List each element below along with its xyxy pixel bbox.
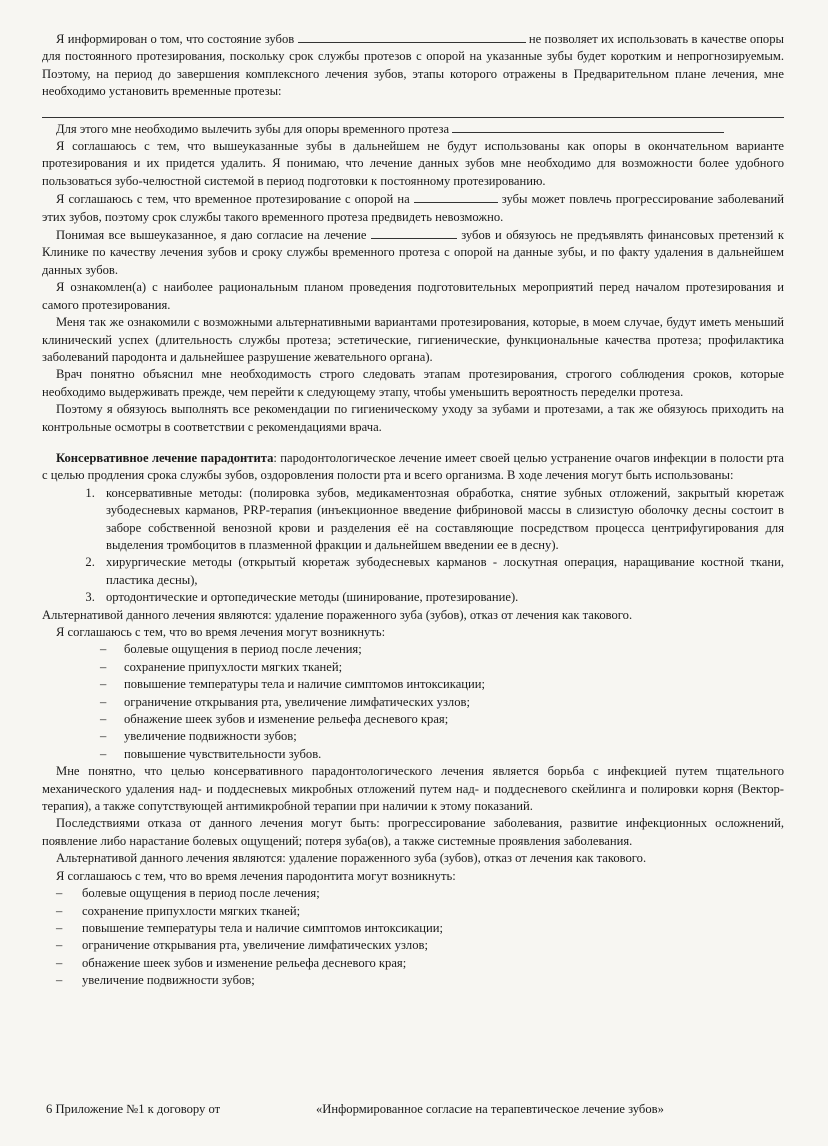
paragraph-heal-teeth: Для этого мне необходимо вылечить зубы для опоры временного протеза <box>42 120 784 138</box>
risks-list <box>42 641 784 763</box>
agree-risks-text: Я соглашаюсь с тем, что во время лечения могут возникнуть: <box>56 625 386 639</box>
paragraph-stages: Врач понятно объяснил мне необходимость строго следовать этапам протезирования, строгого соблюдения сроков, которые необходимо выдерживать прежде, чем перейти к следующему этапу, чтобы уменьшить вероятность переделки протеза. <box>42 367 784 399</box>
alternative-text: Альтернативой данного лечения являются: удаление пораженного зуба (зубов), отказ от лечения как такового. <box>42 607 633 622</box>
risk-item: – повышение температуры тела и наличие симптомов интоксикации; <box>100 676 784 693</box>
method-item: 1. консервативные методы: (полировка зубов, медикаментозная обработка, снятие зубных отложений, закрытый кюретаж зубодесневых карманов, PRP-терапия (инъекционное введение фибриновой массы в слизистую оболочку десны состоит в заборе собственной венозной крови и разделения её на составляющие посредством процесса центрифугирования для выделения тромбоцитов в плазменной фракции и дальнейшем введении ее в десну). <box>98 485 784 555</box>
blank-consent-teeth[interactable] <box>371 226 457 239</box>
blank-support-on[interactable] <box>414 190 498 203</box>
risk-item: – ограничение открывания рта, увеличение лимфатических узлов; <box>100 694 784 711</box>
risk-item: – повышение температуры тела и наличие симптомов интоксикации; <box>56 920 784 937</box>
method-item: 2. хирургические методы (открытый кюретаж зубодесневых карманов - лоскутная операция, наращивание костной ткани, пластика десны), <box>98 554 784 589</box>
footer-appendix: 6 Приложение №1 к договору от <box>46 1102 221 1116</box>
paragraph-hygiene: Поэтому я обязуюсь выполнять все рекомендации по гигиеническому уходу за зубами и протезами, а так же обязуюсь приходить на контрольные осмотры в соответствии с рекомендациями врача. <box>42 402 784 434</box>
risk-item: – болевые ощущения в период после лечения; <box>56 885 784 902</box>
section-periodontitis-intro: Консервативное лечение парадонтита: пародонтологическое лечение имеет своей целью устранение очагов инфекции в полости рта с целью продления срока службы зубов, оздоровления полости рта и всего организма. В ходе лечения могут быть использованы: <box>42 450 785 483</box>
alternative-text-2: Альтернативой данного лечения являются: удаление пораженного зуба (зубов), отказ от лечения как такового. <box>56 851 647 866</box>
paragraph-alternatives: Меня так же ознакомили с возможными альтернативными вариантами протезирования, которые, в моем случае, будут иметь меньший клинический успех (длительность службы протеза; эстетические, гигиенические, функциональные качества протеза; профилактика заболеваний пародонта и дальнейшее разрушение жевательного органа). <box>42 315 784 364</box>
risk-item: – увеличение подвижности зубов; <box>56 972 784 989</box>
risks-list-2 <box>42 885 784 989</box>
blank-teeth-condition[interactable] <box>298 30 526 43</box>
risk-item: – обнажение шеек зубов и изменение рельефа десневого края; <box>100 711 784 728</box>
risk-item: – ограничение открывания рта, увеличение лимфатических узлов; <box>56 937 784 954</box>
paragraph-teeth-condition: Я информирован о том, что состояние зубов не позволяет их использовать в качестве опоры для постоянного протезирования, поскольку срок службы протезов с опорой на указанные зубы будет коротким и непрогнозируемым. Поэтому, на период до завершения комплексного лечения зубов, этапы которого отражены в Предварительном плане лечения, мне необходимо установить временные протезы: <box>42 32 784 99</box>
risk-item: – обнажение шеек зубов и изменение рельефа десневого края; <box>56 955 784 972</box>
page-footer <box>46 1101 784 1118</box>
footer-document-title: «Информированное согласие на терапевтическое лечение зубов» <box>316 1102 664 1116</box>
risk-item: – сохранение припухлости мягких тканей; <box>100 659 784 676</box>
paragraph-consent-treatment: Понимая все вышеуказанное, я даю согласие на лечение зубов и обязуюсь не предъявлять финансовых претензий к Клинике по качеству лечения зубов и сроку службы временного протеза с опорой на данные зубы, и по факту удаления в дальнейшем данных зубов. <box>42 228 784 277</box>
blank-support-teeth[interactable] <box>452 120 724 133</box>
risk-item: – повышение чувствительности зубов. <box>100 746 784 763</box>
risk-item: – сохранение припухлости мягких тканей; <box>56 903 784 920</box>
blank-full-line[interactable] <box>42 101 784 118</box>
methods-list <box>42 485 784 607</box>
paragraph-temporary-prosthesis: Я соглашаюсь с тем, что временное протезирование с опорой на зубы может повлечь прогрессирование заболеваний этих зубов, поэтому срок службы такого временного протеза предвидеть невозможно. <box>42 192 784 224</box>
paragraph-goal: Мне понятно, что целью консервативного парадонтологического лечения является борьба с инфекцией путем тщательного механического удаления над- и поддесневых микробных отложений путем над- и поддесневого скейлинга и полировки корня (Вектор- терапия), а также сопутствующей антимикробной терапии при наличии к этому показаний. <box>42 764 784 814</box>
agree-risks-text-2: Я соглашаюсь с тем, что во время лечения пародонтита могут возникнуть: <box>56 868 456 883</box>
paragraph-agree-removal: Я соглашаюсь с тем, что вышеуказанные зубы в дальнейшем не будут использованы как опоры в окончательном варианте протезирования и их придется удалить. Я понимаю, что лечение данных зубов мне необходимо для возможности более удобного пользоваться зубо-челюстной системой в период подготовки к постоянному протезированию. <box>42 139 784 188</box>
risk-item: – увеличение подвижности зубов; <box>100 728 784 745</box>
paragraph-refusal: Последствиями отказа от данного лечения могут быть: прогрессирование заболевания, развитие инфекционных осложнений, появление либо нарастание болевых ощущений; потеря зуба(ов), а также системные проявления заболевания. <box>42 816 784 848</box>
section-title: Консервативное лечение парадонтита <box>56 450 274 465</box>
paragraph-plan-acquainted: Я ознакомлен(а) с наиболее рациональным планом проведения подготовительных мероприятий перед началом протезирования и самого протезирования. <box>42 280 784 312</box>
risk-item: – болевые ощущения в период после лечения; <box>100 641 784 658</box>
method-item: 3. ортодонтические и ортопедические методы (шинирование, протезирование). <box>98 589 784 606</box>
